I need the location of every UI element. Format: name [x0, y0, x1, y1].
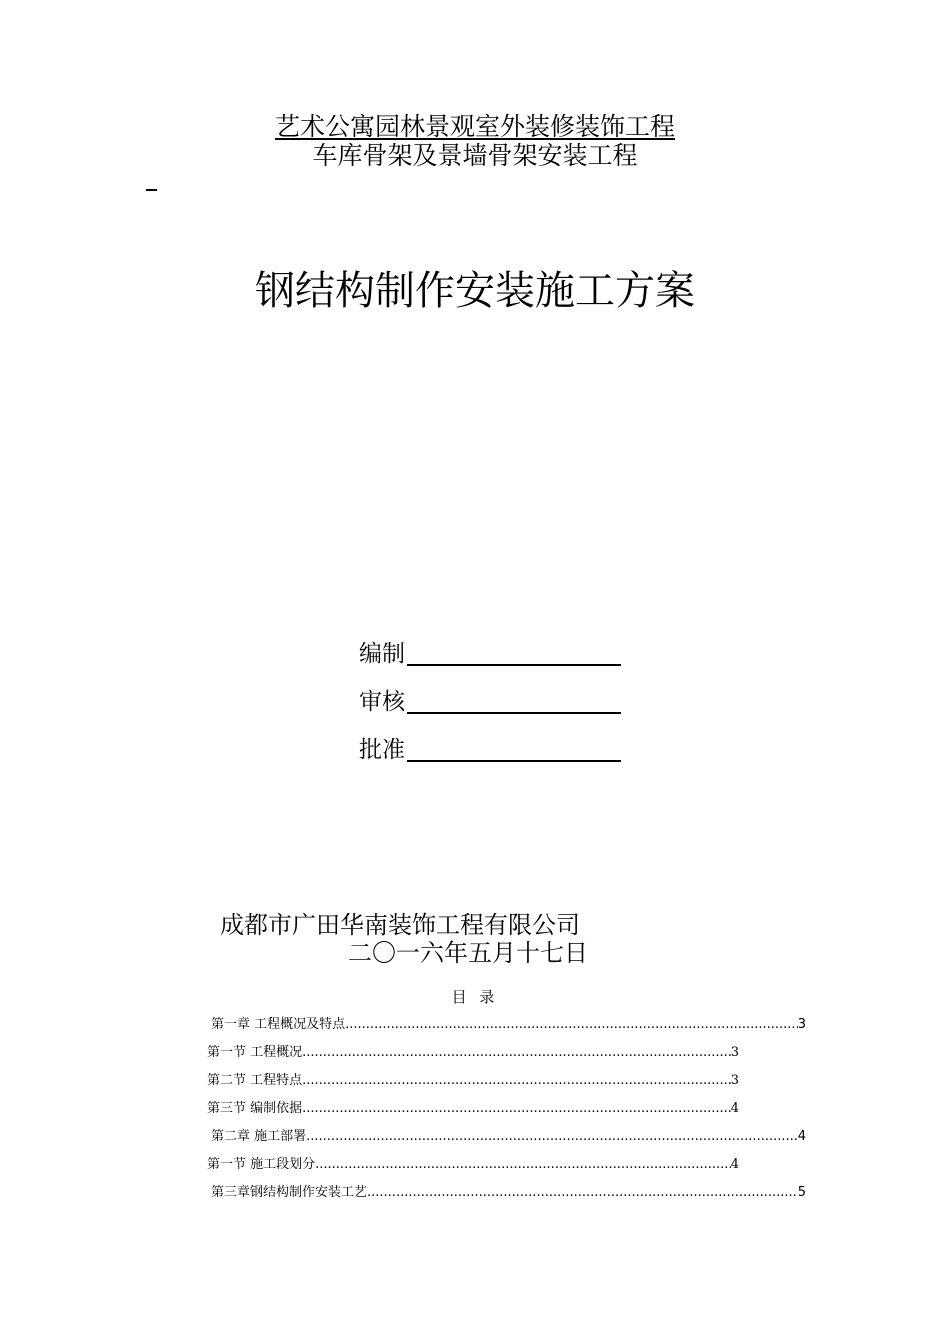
- project-name: [0, 112, 950, 142]
- toc-page-number: 4: [730, 1101, 739, 1116]
- toc-leader: [367, 1183, 798, 1203]
- toc-entry-label: 第三节 编制依据: [207, 1101, 303, 1116]
- toc-page-number: 3: [797, 1017, 806, 1032]
- document-date: 二〇一六年五月十七日: [348, 939, 588, 967]
- document-title: 钢结构制作安装施工方案: [255, 268, 695, 314]
- toc-page-number: 3: [730, 1045, 739, 1060]
- toc-entry-label: 第二节 工程特点: [207, 1073, 303, 1088]
- toc-leader: [345, 1015, 798, 1035]
- toc-entry-label: 第二章 施工部署: [211, 1129, 307, 1144]
- approve-signature-row: [359, 734, 621, 764]
- toc-page-number: 3: [730, 1073, 739, 1088]
- toc-entry[interactable]: [207, 1071, 739, 1091]
- dash-mark: [146, 189, 157, 191]
- toc-leader: [302, 1071, 731, 1091]
- approve-signature-line: [407, 760, 621, 762]
- toc-page-number: 4: [797, 1129, 806, 1144]
- toc-entry-label: 第一章 工程概况及特点: [211, 1017, 346, 1032]
- toc-entry-label: 第一节 施工段划分: [207, 1157, 316, 1172]
- toc-page-number: 4: [730, 1157, 739, 1172]
- toc-entry[interactable]: [211, 1015, 806, 1035]
- toc-entry-label: 第三章钢结构制作安装工艺: [211, 1185, 368, 1200]
- sub-project-name: 车库骨架及景墙骨架安装工程: [312, 141, 638, 170]
- toc-page-number: 5: [797, 1185, 806, 1200]
- compile-signature-row: [359, 638, 621, 668]
- toc-entry[interactable]: [207, 1155, 739, 1175]
- toc-entry[interactable]: [211, 1183, 806, 1203]
- compile-signature-line: [407, 664, 621, 666]
- compile-label: 编制: [359, 641, 405, 667]
- approve-label: 批准: [359, 737, 405, 763]
- toc-entry[interactable]: [207, 1099, 739, 1119]
- toc-leader: [302, 1043, 731, 1063]
- toc-title: 目 录: [451, 988, 499, 1006]
- project-name-text: 艺术公寓园林景观室外装修装饰工程: [274, 112, 675, 141]
- review-signature-row: [359, 686, 621, 716]
- toc-entry[interactable]: [211, 1127, 806, 1147]
- review-label: 审核: [359, 689, 405, 715]
- toc-entry[interactable]: [207, 1043, 739, 1063]
- toc-leader: [315, 1155, 731, 1175]
- company-name: 成都市广田华南装饰工程有限公司: [220, 911, 580, 939]
- toc-leader: [306, 1127, 798, 1147]
- review-signature-line: [407, 712, 621, 714]
- toc-entry-label: 第一节 工程概况: [207, 1045, 303, 1060]
- toc-leader: [302, 1099, 731, 1119]
